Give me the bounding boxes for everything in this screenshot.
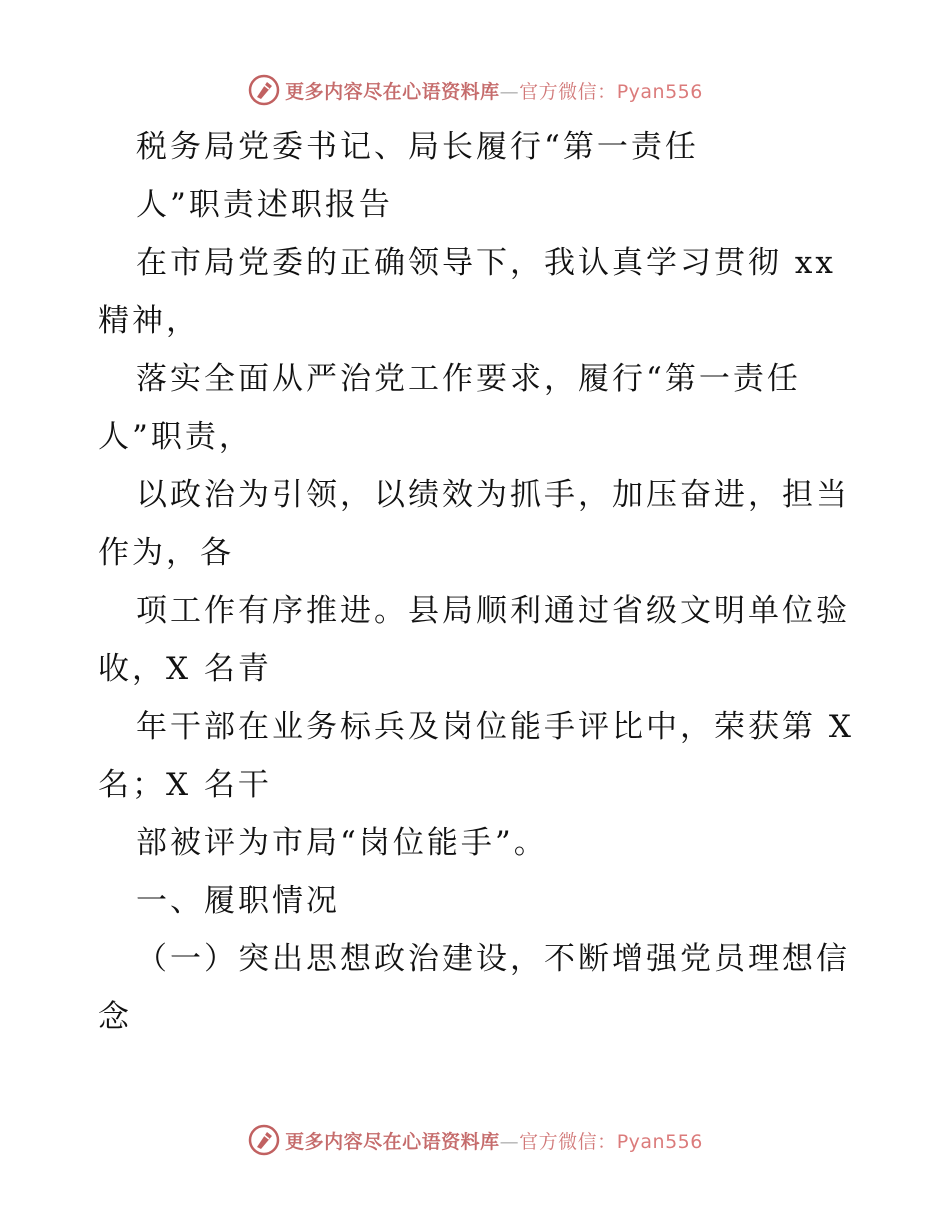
- watermark-wechat-label: 官方微信：: [519, 1130, 617, 1153]
- document-line: （一）突出思想政治建设，不断增强党员理想信: [136, 941, 850, 977]
- document-line: 部被评为市局“岗位能手”。: [136, 825, 548, 861]
- document-line: 落实全面从严治党工作要求，履行“第一责任: [136, 361, 801, 397]
- document-line: 项工作有序推进。县局顺利通过省级文明单位验: [136, 593, 850, 629]
- watermark-separator: —: [499, 1130, 520, 1153]
- document-line: 年干部在业务标兵及岗位能手评比中，荣获第 X: [136, 709, 854, 745]
- watermark-text: [285, 1127, 703, 1154]
- watermark-wechat-id: Pyan556: [616, 1130, 703, 1153]
- watermark-separator: —: [499, 80, 520, 103]
- watermark-wechat-label: 官方微信：: [519, 80, 617, 103]
- document-line: 收，X 名青: [98, 651, 272, 687]
- document-body: [98, 118, 858, 1046]
- document-line: 以政治为引领，以绩效为抓手，加压奋进，担当: [136, 477, 850, 513]
- footer-watermark: [0, 1120, 950, 1160]
- pen-nib-seal-icon: [247, 1123, 281, 1157]
- document-line: 税务局党委书记、局长履行“第一责任: [136, 129, 699, 165]
- document-line: 在市局党委的正确领导下，我认真学习贯彻 xx: [136, 245, 836, 281]
- watermark-main: 更多内容尽在心语资料库: [285, 1130, 500, 1153]
- pen-nib-seal-icon: [247, 73, 281, 107]
- document-line: 精神，: [98, 303, 200, 339]
- document-line: 念: [98, 999, 132, 1035]
- document-line: 一、履职情况: [136, 883, 340, 919]
- header-watermark: [0, 70, 950, 110]
- document-line: 名；X 名干: [98, 767, 272, 803]
- watermark-text: [285, 77, 703, 104]
- document-line: 人”职责，: [98, 419, 253, 455]
- watermark-main: 更多内容尽在心语资料库: [285, 80, 500, 103]
- document-line: 作为，各: [98, 535, 234, 571]
- document-line: 人”职责述职报告: [136, 187, 393, 223]
- watermark-wechat-id: Pyan556: [616, 80, 703, 103]
